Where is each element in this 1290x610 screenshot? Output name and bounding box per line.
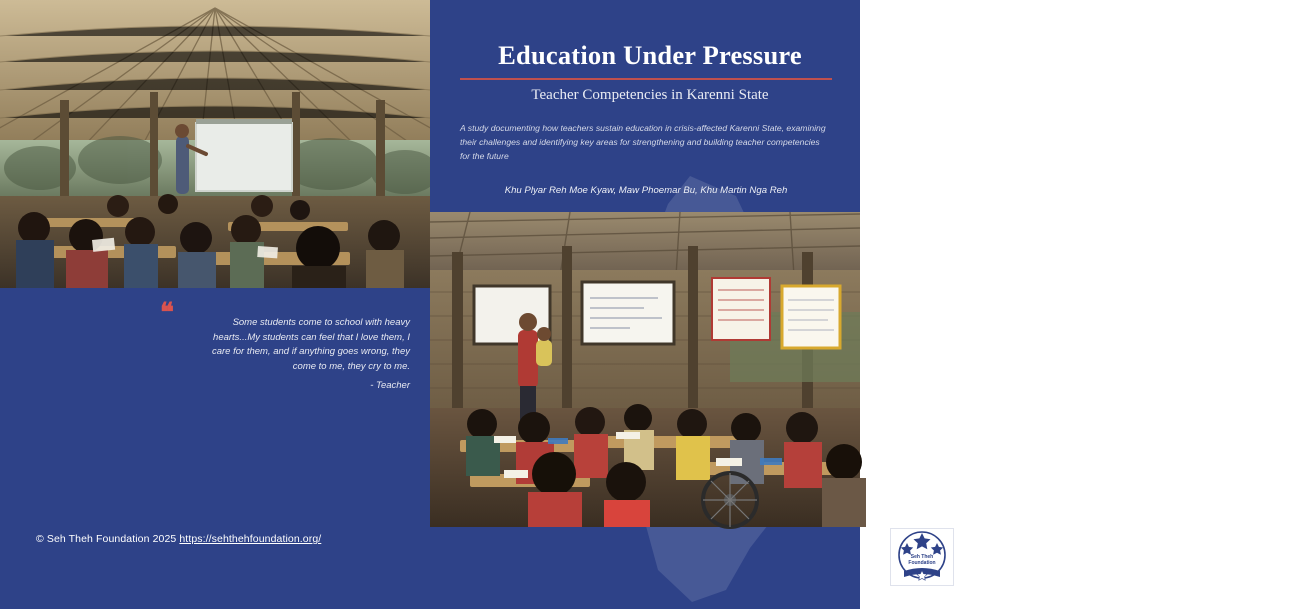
title-divider <box>460 78 832 80</box>
classroom-students-illustration <box>430 212 860 527</box>
organization-footer <box>890 528 1290 609</box>
foundation-logo <box>890 528 954 586</box>
classroom-bamboo-hall-illustration <box>0 0 430 288</box>
logo-line1: Seh Theh <box>910 554 934 560</box>
page-subtitle: Teacher Competencies in Karenni State <box>531 87 769 103</box>
main-classroom-photo <box>430 212 860 527</box>
top-left-classroom-photo <box>0 0 430 288</box>
abstract-text: A study documenting how teachers sustain education in crisis-affected Karenni State, examining their challenges and identifying key areas for strengthening and building teacher competencies for the future <box>460 123 826 161</box>
copyright-text: © Seh Theh Foundation 2025 <box>36 533 180 545</box>
quote-text: Some students come to school with heavy hearts...My students can feel that I love them, I care for them, and if anything goes wrong, they come to me, they cry to me. <box>211 317 410 373</box>
quote-attribution: - Teacher <box>370 380 410 391</box>
organization-name: Seh Theh Foundation <box>964 536 1127 553</box>
authors-list: Khu Plyar Reh Moe Kyaw, Maw Phoemar Bu, Khu Martin Nga Reh <box>504 185 788 196</box>
left-panel <box>0 0 430 609</box>
quote-mark-icon: ❝ <box>160 298 175 327</box>
title-block <box>430 0 860 210</box>
logo-graphic <box>891 529 953 585</box>
copyright-footer <box>36 533 321 545</box>
logo-line2: Foundation <box>908 560 936 566</box>
wheelchair <box>703 473 757 527</box>
page-title: Education Under Pressure <box>498 40 802 70</box>
foundation-website-link[interactable]: https://sehthehfoundation.org/ <box>179 533 322 545</box>
publication-date: March 2025 <box>964 561 1044 578</box>
